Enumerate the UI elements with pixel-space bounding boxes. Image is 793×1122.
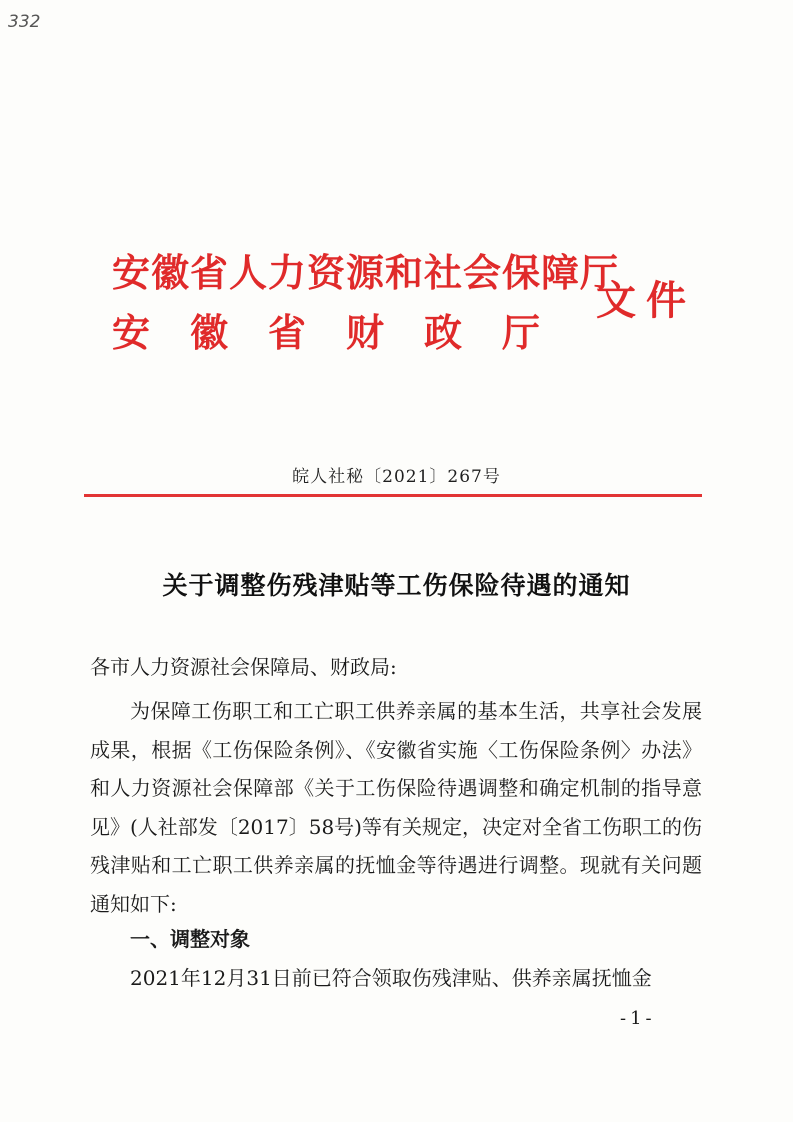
body-text-continued: 2021年12月31日前已符合领取伤残津贴、供养亲属抚恤金 — [130, 966, 652, 990]
red-divider-line — [84, 494, 702, 497]
document-title: 关于调整伤残津贴等工伤保险待遇的通知 — [162, 571, 631, 600]
header-document-label: 文件 — [596, 277, 696, 324]
salutation: 各市人力资源社会保障局、财政局: — [90, 655, 397, 679]
document-number: 皖人社秘〔2021〕267号 — [292, 467, 501, 487]
document-header — [112, 248, 712, 378]
header-issuer-hrss: 安徽省人力资源和社会保障厅 — [112, 250, 620, 295]
section-heading: 一、调整对象 — [130, 927, 250, 951]
header-issuer-finance: 安徽省财政厅 — [112, 310, 581, 355]
intro-paragraph: 为保障工伤职工和工亡职工供养亲属的基本生活，共享社会发展成果，根据《工伤保险条例》、《安徽省实施〈工伤保险条例〉办法》和人力资源社会保障部《关于工伤保险待遇调整和确定机制的指导意见》(人社部发〔2017〕58号)等有关规定，决定对全省工伤职工的伤残津贴和工亡职工供养亲属的抚恤金等待遇进行调整。现就有关问题通知如下: — [90, 699, 702, 916]
handwritten-page-note: 332 — [8, 12, 41, 32]
page-number: -1- — [620, 1008, 656, 1029]
